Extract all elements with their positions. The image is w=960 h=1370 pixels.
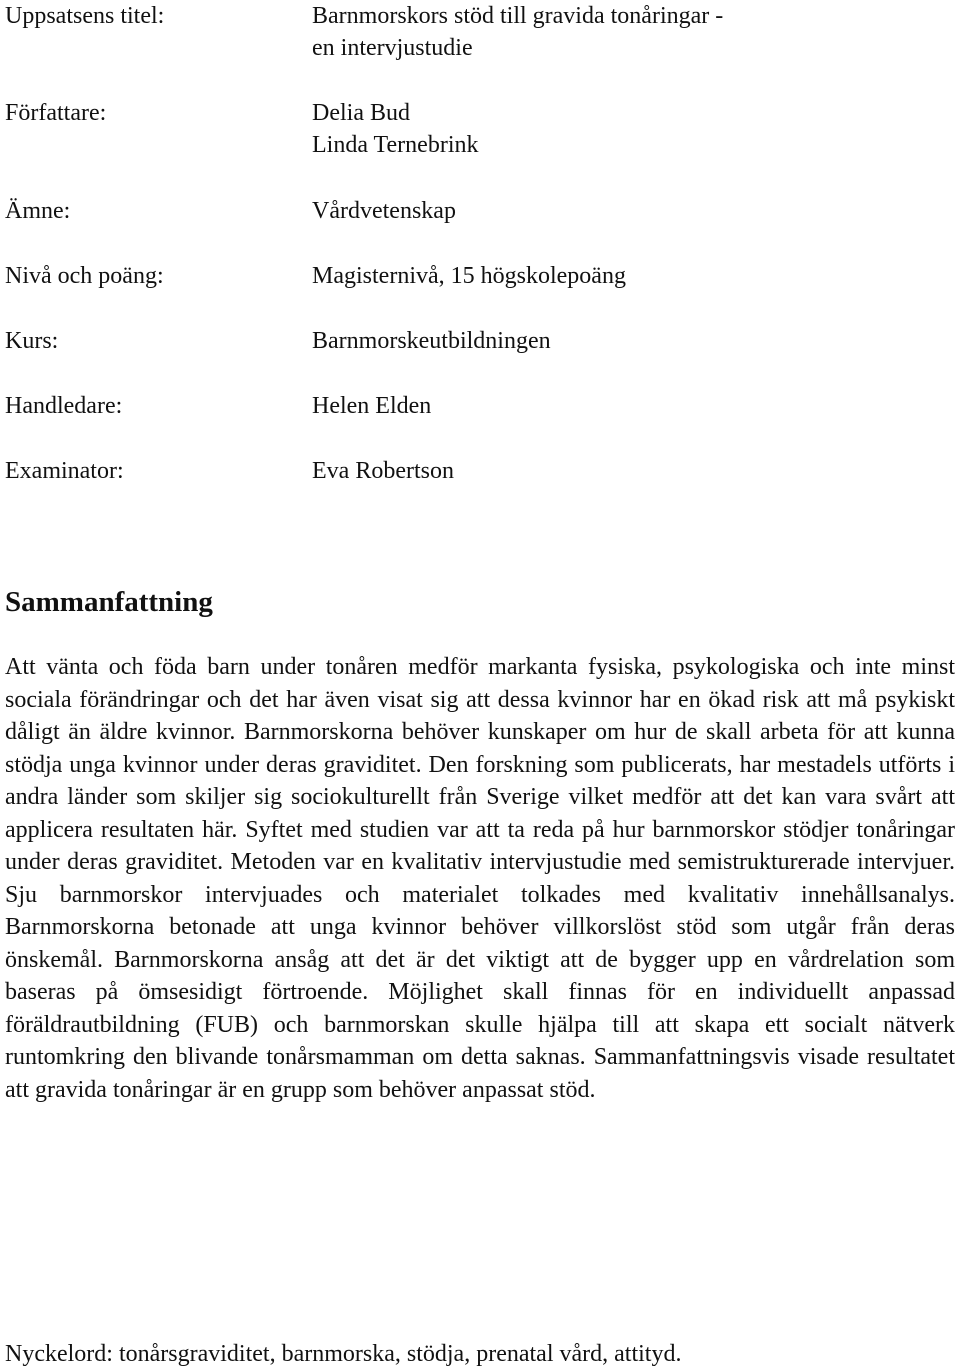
authors-row (5, 97, 955, 195)
course-label: Kurs: (5, 328, 59, 354)
level-row (5, 260, 955, 325)
author-1: Delia Bud (312, 100, 410, 126)
summary-heading: Sammanfattning (5, 586, 213, 618)
title-line-1: Barnmorskors stöd till gravida tonåringar - (312, 3, 724, 29)
title-label: Uppsatsens titel: (5, 3, 165, 29)
level-label: Nivå och poäng: (5, 263, 164, 289)
authors-label: Författare: (5, 100, 107, 126)
level-value: Magisternivå, 15 högskolepoäng (312, 263, 626, 289)
course-value: Barnmorskeutbildningen (312, 328, 551, 354)
examiner-label: Examinator: (5, 458, 124, 484)
subject-value: Vårdvetenskap (312, 198, 456, 224)
thesis-metadata (5, 0, 955, 495)
author-2: Linda Ternebrink (312, 132, 479, 158)
keywords-line: Nyckelord: tonårsgraviditet, barnmorska, stödja, prenatal vård, attityd. (5, 1341, 682, 1367)
title-row (5, 0, 955, 97)
examiner-row (5, 455, 955, 495)
authors-value (312, 97, 479, 161)
title-line-2: en intervjustudie (312, 35, 473, 61)
supervisor-label: Handledare: (5, 393, 123, 419)
supervisor-value: Helen Elden (312, 393, 432, 419)
title-value (312, 0, 723, 64)
examiner-value: Eva Robertson (312, 458, 454, 484)
summary-text: Att vänta och föda barn under tonåren medför markanta fysiska, psykologiska och inte minst sociala förändringar och det har även visat sig att dessa kvinnor har en ökad risk att må psykiskt dåligt än äldre kvinnor. Barnmorskorna behöver kunskaper om hur de skall arbeta för att kunna stödja unga kvinnor under deras graviditet. Den forskning som publicerats, har mestadels utförts i andra länder som skiljer sig sociokulturellt från Sverige vilket medför att det kan vara svårt att applicera resultaten här. Syftet med studien var att ta reda på hur barnmorskor stödjer tonåringar under deras graviditet. Metoden var en kvalitativ intervjustudie med semistrukturerade intervjuer. Sju barnmorskor intervjuades och materialet tolkades med kvalitativ innehållsanalys. Barnmorskorna betonade att unga kvinnor behöver villkorslöst stöd som utgår från deras önskemål. Barnmorskorna ansåg att det är det viktigt att de bygger upp en vårdrelation som baseras på ömsesidigt förtroende. Möjlighet skall finnas för en individuellt anpassad föräldrautbildning (FUB) och barnmorskan skulle hjälpa till att skapa ett socialt nätverk runtomkring den blivande tonårsmamman om detta saknas. Sammanfattningsvis visade resultatet att gravida tonåringar är en grupp som behöver anpassat stöd. (5, 654, 955, 1103)
supervisor-row (5, 390, 955, 455)
course-row (5, 325, 955, 390)
subject-label: Ämne: (5, 198, 71, 224)
subject-row (5, 195, 955, 260)
